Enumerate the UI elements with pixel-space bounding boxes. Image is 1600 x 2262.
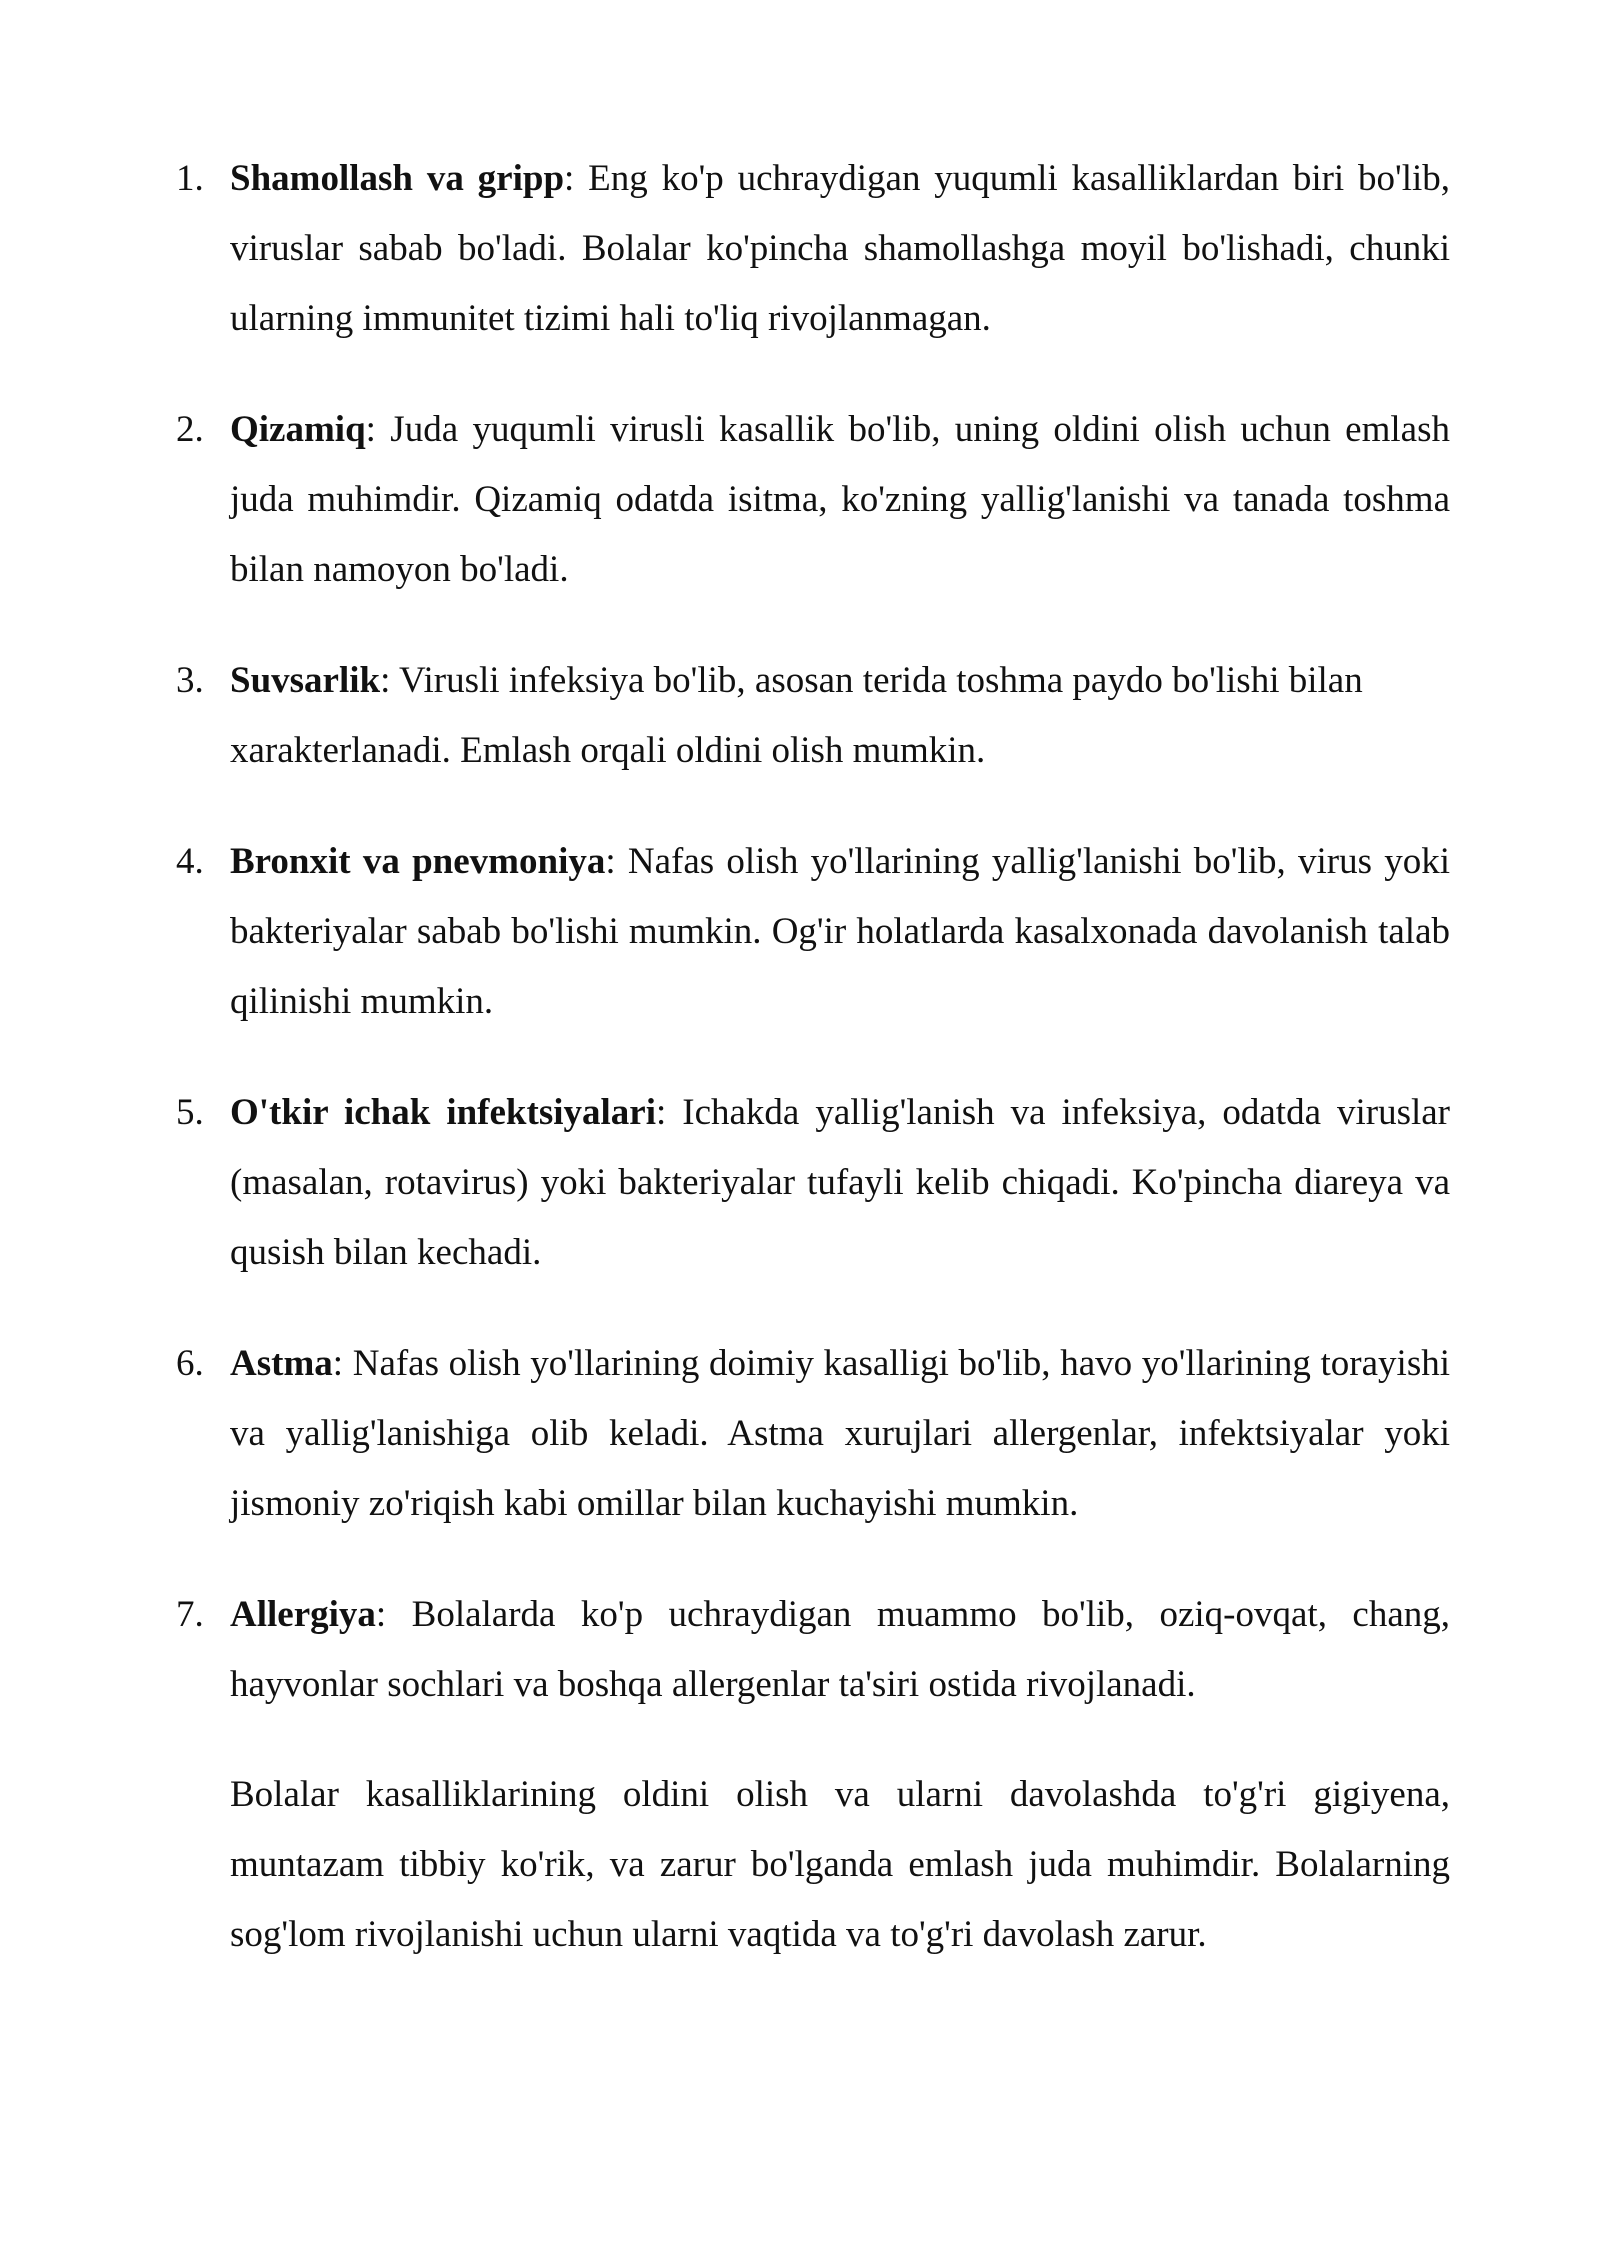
item-text: : Nafas olish yo'llarining yallig'lanishi bo'lib, virus yoki bakteriyalar sabab bo'lishi mumkin. Og'ir holatlarda kasalxonada davolanish talab qilinishi mumkin.	[230, 841, 1450, 1022]
item-text: : Eng ko'p uchraydigan yuqumli kasalliklardan biri bo'lib, viruslar sabab bo'ladi. Bolalar ko'pincha shamollashga moyil bo'lishadi, chunki ularning immunitet tizimi hali to'liq rivojlanmagan.	[230, 158, 1451, 339]
list-item	[170, 1580, 1450, 1720]
item-number: 4.	[176, 841, 204, 882]
item-term: O'tkir ichak infektsiyalari	[230, 1092, 656, 1133]
list-item	[170, 646, 1472, 786]
item-number: 2.	[176, 409, 204, 450]
item-number: 1.	[176, 158, 204, 199]
item-text: : Juda yuqumli virusli kasallik bo'lib, uning oldini olish uchun emlash juda muhimdir. Qizamiq odatda isitma, ko'zning yallig'lanishi va tanada toshma bilan namoyon bo'ladi.	[230, 409, 1450, 590]
item-text: : Bolalarda ko'p uchraydigan muammo bo'lib, oziq-ovqat, chang, hayvonlar sochlari va boshqa allergenlar ta'siri ostida rivojlanadi.	[230, 1594, 1450, 1705]
list-item	[170, 144, 1450, 354]
list-item	[170, 395, 1450, 605]
item-number: 3.	[176, 660, 204, 701]
item-number: 5.	[176, 1092, 204, 1133]
list-item	[170, 827, 1450, 1037]
item-term: Suvsarlik	[230, 660, 381, 701]
item-term: Qizamiq	[230, 409, 366, 450]
closing-paragraph: Bolalar kasalliklarining oldini olish va ularni davolashda to'g'ri gigiyena, muntazam tibbiy ko'rik, va zarur bo'lganda emlash juda muhimdir. Bolalarning sog'lom rivojlanishi uchun ularni vaqtida va to'g'ri davolash zarur.	[230, 1774, 1450, 1955]
item-term: Bronxit va pnevmoniya	[230, 841, 606, 882]
item-number: 6.	[176, 1343, 204, 1384]
list-item	[170, 1078, 1450, 1288]
item-term: Shamollash va gripp	[230, 158, 565, 199]
disease-list	[170, 144, 1450, 1761]
item-text: : Nafas olish yo'llarining doimiy kasalligi bo'lib, havo yo'llarining torayishi va yallig'lanishiga olib keladi. Astma xurujlari allergenlar, infektsiyalar yoki jismoniy zo'riqish kabi omillar bilan kuchayishi mumkin.	[230, 1343, 1450, 1524]
item-term: Allergiya	[230, 1594, 376, 1635]
item-number: 7.	[176, 1594, 204, 1635]
item-term: Astma	[230, 1343, 333, 1384]
item-text: : Virusli infeksiya bo'lib, asosan terida toshma paydo bo'lishi bilan xarakterlanadi. Emlash orqali oldini olish mumkin.	[230, 660, 1363, 771]
list-item	[170, 1329, 1450, 1539]
item-text: : Ichakda yallig'lanish va infeksiya, odatda viruslar (masalan, rotavirus) yoki bakteriyalar tufayli kelib chiqadi. Ko'pincha diareya va qusish bilan kechadi.	[230, 1092, 1451, 1273]
